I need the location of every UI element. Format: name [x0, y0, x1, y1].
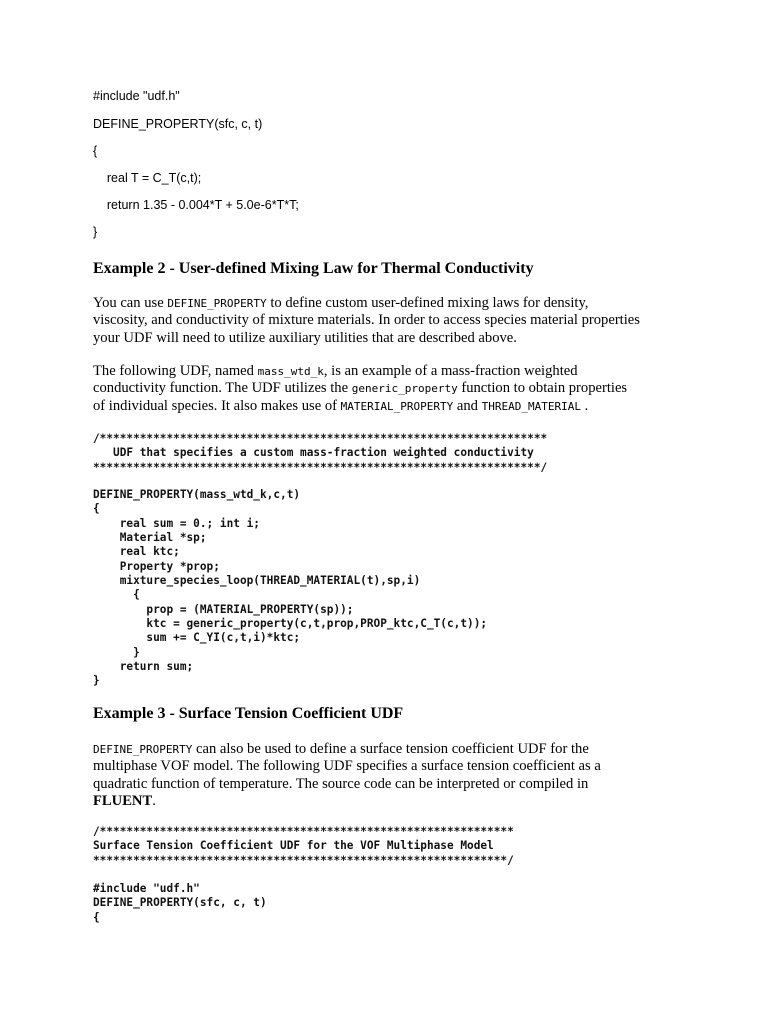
inline-code: mass_wtd_k: [257, 365, 324, 378]
example2-comment-block: [93, 432, 547, 475]
code-line: real ktc;: [93, 545, 180, 559]
code-line: return 1.35 - 0.004*T + 5.0e-6*T*T;: [93, 198, 299, 212]
inline-code: MATERIAL_PROPERTY: [340, 399, 454, 413]
code-line: #include "udf.h": [93, 89, 180, 103]
example2-heading: Example 2 - User-defined Mixing Law for Thermal Conductivity: [93, 260, 534, 277]
text-line: [93, 793, 693, 810]
code-line: }: [93, 645, 140, 659]
code-line: *******************************************************************/: [93, 460, 548, 474]
text-span: to define custom user-defined mixing laws for density,: [266, 295, 589, 311]
example3-comment-block: [93, 825, 514, 868]
code-line: ktc = generic_property(c,t,prop,PROP_ktc,C_T(c,t));: [93, 617, 488, 631]
text-line: multiphase VOF model. The following UDF specifies a surface tension coefficient as a: [93, 758, 601, 775]
text-span: You can use: [93, 295, 168, 311]
bold-text: FLUENT: [93, 792, 153, 809]
code-line: DEFINE_PROPERTY(mass_wtd_k,c,t): [93, 488, 301, 501]
code-line: {: [93, 910, 100, 924]
example2-paragraph-2: [93, 363, 693, 415]
code-line: {: [93, 588, 140, 602]
code-line: }: [93, 674, 100, 688]
inline-code: DEFINE_PROPERTY: [93, 743, 193, 756]
code-line: Surface Tension Coefficient UDF for the VOF Multiphase Model: [93, 839, 494, 853]
text-span: conductivity function. The UDF utilizes the: [93, 380, 352, 397]
code-line: **************************************************************/: [93, 853, 514, 867]
text-span: function to obtain properties: [457, 380, 628, 397]
code-line: UDF that specifies a custom mass-fraction weighted conductivity: [93, 446, 534, 460]
code-line: mixture_species_loop(THREAD_MATERIAL(t),sp,i): [93, 574, 421, 588]
code-line: real T = C_T(c,t);: [93, 171, 202, 185]
code-line: return sum;: [93, 660, 194, 674]
example3-paragraph: [93, 741, 693, 810]
code-line: DEFINE_PROPERTY(sfc, c, t): [93, 896, 267, 910]
text-span: , is an example of a mass-fraction weighted: [323, 363, 578, 379]
text-line: [93, 398, 693, 415]
code-line: #include "udf.h": [93, 882, 200, 895]
code-line: {: [93, 144, 98, 158]
code-line: {: [93, 502, 100, 516]
text-line: [93, 380, 693, 397]
example3-code-block: [93, 882, 267, 925]
text-span: and: [453, 397, 482, 414]
inline-code: THREAD_MATERIAL: [481, 399, 581, 413]
code-line: sum += C_YI(c,t,i)*ktc;: [93, 631, 301, 645]
example3-heading: Example 3 - Surface Tension Coefficient UDF: [93, 705, 404, 722]
text-line: quadratic function of temperature. The source code can be interpreted or compiled in: [93, 775, 589, 792]
text-span: .: [580, 397, 589, 414]
code-line: Property *prop;: [93, 559, 220, 573]
code-line: }: [93, 225, 98, 239]
inline-code: DEFINE_PROPERTY: [167, 297, 267, 310]
text-span: .: [152, 792, 156, 809]
inline-code: generic_property: [351, 382, 458, 396]
example2-code-block: [93, 488, 487, 689]
text-span: of individual species. It also makes use of: [93, 397, 341, 414]
code-line: prop = (MATERIAL_PROPERTY(sp));: [93, 602, 354, 616]
code-line: Material *sp;: [93, 531, 207, 545]
text-span: can also be used to define a surface tension coefficient UDF for the: [192, 741, 589, 757]
code-line: /**************************************************************: [93, 825, 514, 838]
code-line: /*******************************************************************: [93, 432, 548, 445]
text-line: [93, 741, 693, 758]
text-line: your UDF will need to utilize auxiliary utilities that are described above.: [93, 329, 517, 346]
text-line: [93, 363, 693, 380]
text-line: [93, 295, 693, 312]
example2-paragraph-1: [93, 295, 693, 347]
text-line: viscosity, and conductivity of mixture materials. In order to access species material properties: [93, 312, 640, 329]
text-span: The following UDF, named: [93, 363, 258, 379]
code-line: real sum = 0.; int i;: [93, 516, 260, 530]
code-line: DEFINE_PROPERTY(sfc, c, t): [93, 117, 263, 131]
